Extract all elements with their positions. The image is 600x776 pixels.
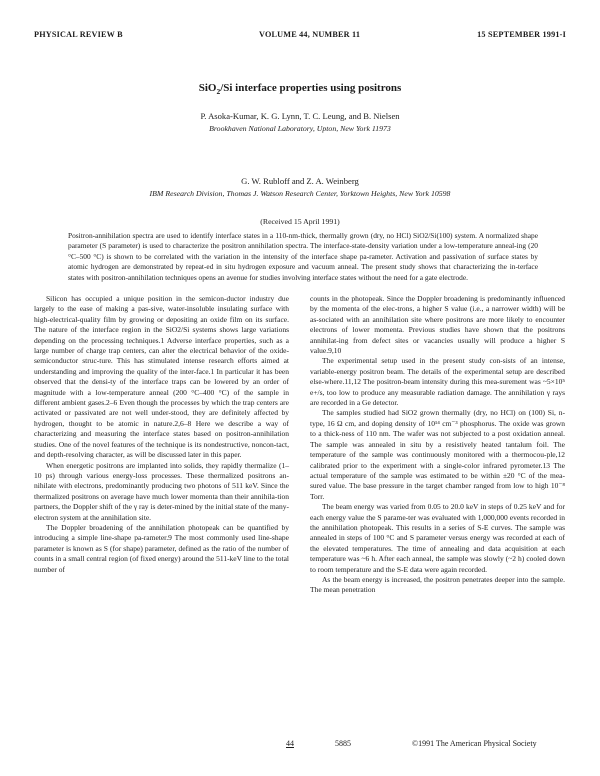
- paragraph: The beam energy was varied from 0.05 to 20.0 keV in steps of 0.25 keV and for each energy value the S parame-ter was evaluated with 1,000,000 events recorded in the annihilation photopeak. This results in a series of S-E curves. The sample was annealed in steps of 100 °C and S parameter versus energy was recorded at each of the elevated temperatures. The time of annealing and data acquisition at each temperature was ~6 h. After each anneal, the sample was slowly (~2 h) cooled down to room temperature and the S-E data were again recorded.: [310, 502, 565, 574]
- authors-group-1: P. Asoka-Kumar, K. G. Lynn, T. C. Leung, and B. Nielsen: [200, 111, 400, 121]
- left-column: [34, 294, 289, 575]
- footer-copyright: ©1991 The American Physical Society: [412, 739, 537, 748]
- authors-group-2: G. W. Rubloff and Z. A. Weinberg: [241, 176, 359, 186]
- paragraph: The Doppler broadening of the annihilation photopeak can be quantified by introducing a simple line-shape pa-rameter.9 The most commonly used line-shape parameter is known as S (for shape) parameter, defined as the ratio of the number of counts in a small central region (of fixed energy) around the 511-keV line to the total number of: [34, 522, 289, 574]
- footer-volume: 44: [286, 739, 294, 748]
- received-date: (Received 15 April 1991): [260, 217, 340, 226]
- paragraph: The samples studied had SiO2 grown thermally (dry, no HCl) on (100) Si, n-type, 16 Ω cm, and doping density of 10¹⁴ cm⁻³ phosphorus. The oxide was grown to a thick-ness of 110 nm. The wafer was not subjected to a post oxidation anneal. The sample was annealed in situ by a resistively heated tantalum foil. The temperature of the sample was continuously monitored with a thermocou-ple,12 calibrated prior to the experiment with a single-color infrared pyrometer.13 The actual temperature of the sample was estimated to be within ±20 °C of the mea-sured value. The base pressure in the target chamber ranged from low to high 10⁻⁸ Torr.: [310, 408, 565, 501]
- issue-date: 15 SEPTEMBER 1991-I: [477, 30, 566, 39]
- right-column: [310, 294, 565, 596]
- paragraph: When energetic positrons are implanted into solids, they rapidly thermalize (1–10 ps) through various energy-loss processes. These thermalized positrons an-nihilate with electrons, predominantly producing two photons of 511 keV. Since the thermalized positrons on average have much lower momenta than their annihila-tion partners, the Doppler shift of the γ ray is deter-mined by the initial state of the many-electron system at the annihilation site.: [34, 460, 289, 522]
- title-rest: /Si interface properties using positrons: [220, 82, 402, 94]
- paragraph: The experimental setup used in the present study con-sists of an intense, variable-energy positron beam. The details of the experimental setup are described else-where.11,12 The positron-beam intensity during this mea-surement was ~5×10⁵ e+/s, too low to produce any measurable radiation damage. The annihilation γ rays are recorded in a Ge detector.: [310, 356, 565, 408]
- page-footer: [0, 739, 600, 753]
- affiliation-2: IBM Research Division, Thomas J. Watson Research Center, Yorktown Heights, New York 10598: [149, 189, 451, 198]
- title-subscript: 2: [216, 87, 221, 97]
- paragraph: As the beam energy is increased, the positron penetrates deeper into the sample. The mean penetration: [310, 574, 565, 595]
- abstract: Positron-annihilation spectra are used to identify interface states in a 110-nm-thick, thermally grown (dry, no HCl) SiO2/Si(100) system. A normalized shape parameter (S parameter) is used to characterize the positron annihilation spectra. The interface-state-density variation under a low-temperature anneal-ing (20 °C–500 °C) is shown to be correlated with the variation in the intensity of the interface shape pa-rameter. Activation and passivation of surface states by atomic hydrogen are demonstrated by repeat-ed in situ hydrogen exposure and vacuum anneal. The present study shows that characterizing the in-terface states with positron-annihilation techniques opens an avenue for studies involving interface states without the need for a gate electrode.: [68, 231, 538, 282]
- volume-number: VOLUME 44, NUMBER 11: [259, 30, 361, 39]
- paper-title: [0, 82, 600, 96]
- journal-name: PHYSICAL REVIEW B: [34, 30, 123, 39]
- title-prefix: SiO: [198, 82, 217, 94]
- footer-page-number: 5885: [335, 739, 351, 748]
- paragraph: Silicon has occupied a unique position in the semicon-ductor industry due largely to the ease of making a pas-sive, water-insoluble insulating surface with high-electrical-quality film by growing or depositing an oxide film on its surface. The nature of the interface region in the SiO2/Si systems shows large variations depending on the processing techniques.1 Adverse interface properties, such as a large number of charge trap centers, can alter the electrical behavior of the oxide-semiconductor struc-ture. This has stimulated intense research efforts aimed at understanding and improving the quality of the inter-face.1 In particular it has been observed that the densi-ty of the interface traps can be lowered by an order of magnitude with a low-temperature anneal (200 °C–400 °C) of the sample in different ambient gases.2–6 Even though the processes by which the trap centers are activated or passivated are not well under-stood, they are definitely affected by hydrogen, thought to be atomic in nature.2,6–8 Here we describe a way of characterizing and measuring the interface states based on positron-annihilation studies. One of the novel features of the technique is its nondestructive, noncon-tact, and depth-resolving character, as will be discussed later in this paper.: [34, 294, 289, 460]
- affiliation-1: Brookhaven National Laboratory, Upton, New York 11973: [209, 124, 391, 133]
- paragraph: counts in the photopeak. Since the Doppler broadening is predominantly influenced by the momenta of the elec-trons, a higher S value (i.e., a narrower width) will be as-sociated with an annihilation site where positrons are more likely to encounter electrons of lower momenta. Previous studies have shown that the positrons annihilat-ing from defect sites or vacancies usually will produce a higher S value.9,10: [310, 294, 565, 356]
